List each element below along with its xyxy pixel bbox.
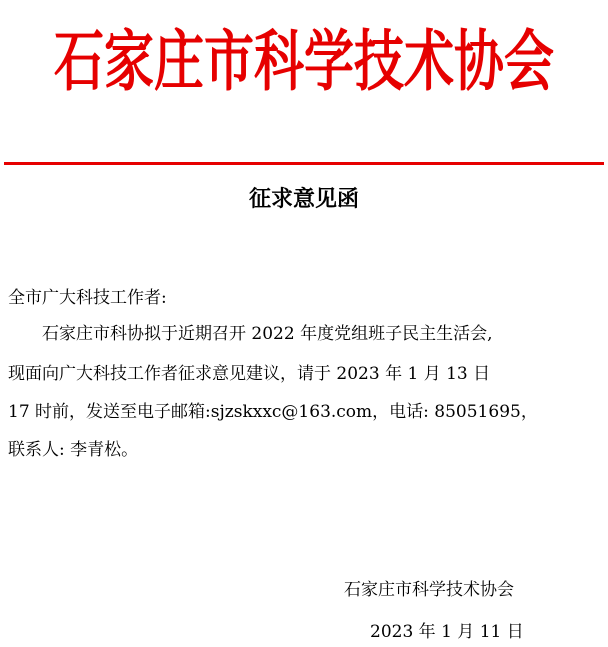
body-line-3: 17 时前，发送至电子邮箱:sjzskxxc@163.com，电话: 85051695， xyxy=(8,402,538,422)
signature-organization: 石家庄市科学技术协会 xyxy=(344,580,514,600)
red-divider-line xyxy=(4,162,604,165)
signature-date: 2023 年 1 月 11 日 xyxy=(370,622,524,642)
body-line-4: 联系人: 李青松。 xyxy=(8,440,139,460)
salutation: 全市广大科技工作者: xyxy=(8,288,167,308)
organization-header: 石家庄市科学技术协会 xyxy=(54,21,554,100)
body-line-2: 现面向广大科技工作者征求意见建议，请于 2023 年 1 月 13 日 xyxy=(8,364,491,384)
body-line-1: 石家庄市科协拟于近期召开 2022 年度党组班子民主生活会, xyxy=(42,324,493,344)
document-title: 征求意见函 xyxy=(248,186,359,212)
